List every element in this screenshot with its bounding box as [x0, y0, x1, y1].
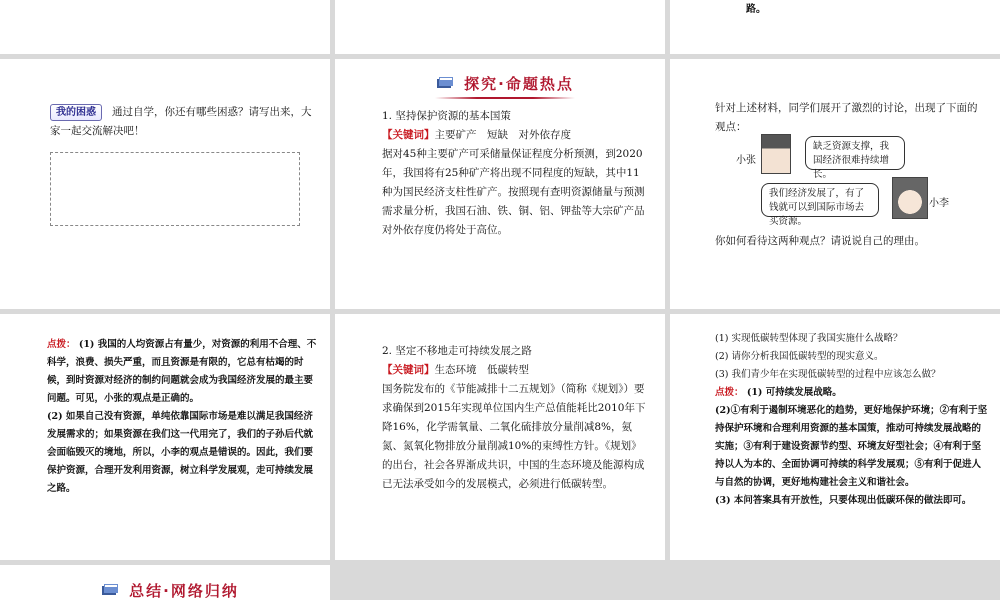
- question-1: (1) 实现低碳转型体现了我国实施什么战略？: [715, 333, 903, 344]
- lowcarbon-body: [382, 342, 647, 494]
- slide-top-left: [0, 0, 330, 54]
- analysis-body: [47, 336, 317, 498]
- slide-analysis: [0, 314, 330, 560]
- material-paragraph: 据对45种主要矿产可采储量保证程度分析预测，到2020年，我国将有25种矿产将出现不同程度的短缺，其中11种为国民经济支柱性矿产。按照现有查明资源储量与预测需求量分析，我国石油、铁、铜、铝、钾盐等大宗矿产品对外依存度仍将处于高位。: [382, 148, 645, 236]
- explore-body: [382, 107, 647, 240]
- keywords-text: 主要矿产 短缺 对外依存度: [434, 129, 571, 141]
- lowcarbon-keywords: [382, 361, 647, 380]
- lowcarbon-heading: 2. 坚定不移地走可持续发展之路: [382, 345, 532, 357]
- analysis-point-2: (2) 如果自己没有资源，单纯依靠国际市场是难以满足我国经济发展需求的；如果资源在我们这一代用完了，我们的子孙后代就会面临毁灭的境地，所以，小李的观点是错误的。因此，我们要保护资源，合理开发利用资源，树立科学发展观，走可持续发展之路。: [47, 411, 314, 494]
- header-underline: [435, 97, 575, 99]
- question-2: (2) 请你分析我国低碳转型的现实意义。: [715, 351, 884, 362]
- slide-questions: [670, 314, 1000, 560]
- xiaozhang-avatar: [761, 134, 791, 174]
- questions-body: [715, 330, 990, 510]
- section-header: [425, 71, 585, 95]
- slide-summary: [0, 565, 330, 600]
- lowcarbon-keywords-label: 【关键词】: [382, 364, 435, 376]
- slide-top-right: [670, 0, 1000, 54]
- answer-box[interactable]: [50, 152, 300, 226]
- answer-2: (2)①有利于遏制环境恶化的趋势，更好地保护环境；②有利于坚持保护环境和合理利用资源的基本国策，推动可持续发展战略的实施；③有利于建设资源节约型、环境友好型社会；④有利于坚持以人为本的、全面协调可持续的科学发展观；⑤有利于促进人与自然的协调，更好地构建社会主义和谐社会。: [715, 405, 988, 488]
- summary-header: [90, 579, 250, 600]
- slide-low-carbon: [335, 314, 665, 560]
- section-header-title: 探究·命题热点: [464, 74, 574, 93]
- analysis-label: 点拨：: [47, 339, 76, 350]
- summary-header-title: 总结·网络归纳: [129, 581, 239, 600]
- topic-heading: 1. 坚持保护资源的基本国策: [382, 110, 511, 122]
- xiaozhang-name: 小张: [736, 155, 756, 166]
- keywords-label: 【关键词】: [382, 129, 435, 141]
- question-3: (3) 我们青少年在实现低碳转型的过程中应该怎么做？: [715, 369, 941, 380]
- book-icon: [101, 583, 119, 597]
- keywords-line: [382, 126, 647, 145]
- xiaoli-bubble: 我们经济发展了，有了钱就可以到国际市场去买资源。: [761, 183, 879, 217]
- answer-1: (1) 可持续发展战略。: [746, 387, 842, 398]
- confusion-text: 通过自学，你还有哪些困惑？请写出来，大家一起交流解决吧！: [50, 106, 312, 137]
- slide-my-confusion: [0, 59, 330, 309]
- answers: [715, 384, 990, 510]
- slide-top-middle: [335, 0, 665, 54]
- slide-debate: [670, 59, 1000, 309]
- xiaozhang-bubble: 缺乏资源支撑，我国经济很难持续增长。: [805, 136, 905, 170]
- book-icon: [436, 76, 454, 90]
- debate-question: 你如何看待这两种观点？请说说自己的理由。: [715, 235, 925, 247]
- debate-intro: 针对上述材料，同学们展开了激烈的讨论，出现了下面的观点：: [715, 102, 978, 133]
- lowcarbon-paragraph: 国务院发布的《节能减排十二五规划》（简称《规划》）要求确保到2015年实现单位国内生产总值能耗比2010年下降16%，化学需氧量、二氧化硫排放分量削减8%，氨氮、氮氧化物排放分量削减10%的束缚性方针。《规划》的出台，社会各界渐成共识，中国的生态环境及能源构成已无法承受如今的发展模式，必须进行低碳转型。: [382, 383, 646, 490]
- continued-text: 路。: [746, 4, 766, 15]
- slide-explore-hotspot: [335, 59, 665, 309]
- answer-3: (3) 本问答案具有开放性，只要体现出低碳环保的做法即可。: [715, 495, 972, 506]
- analysis-point-1: (1) 我国的人均资源占有量少，对资源的利用不合理、不科学，浪费、损失严重，而且资源是有限的，它总有枯竭的时候，到时资源对经济的制约问题就会成为我国经济发展的最主要问题。可见，小张的观点是正确的。: [47, 339, 317, 404]
- lowcarbon-keywords-text: 生态环境 低碳转型: [434, 364, 529, 376]
- confusion-prompt: [50, 103, 318, 141]
- xiaoli-avatar: [892, 177, 928, 219]
- answers-label: 点拨：: [715, 387, 744, 398]
- xiaoli-name: 小李: [929, 198, 949, 209]
- my-confusion-tag: 我的困惑: [50, 104, 102, 121]
